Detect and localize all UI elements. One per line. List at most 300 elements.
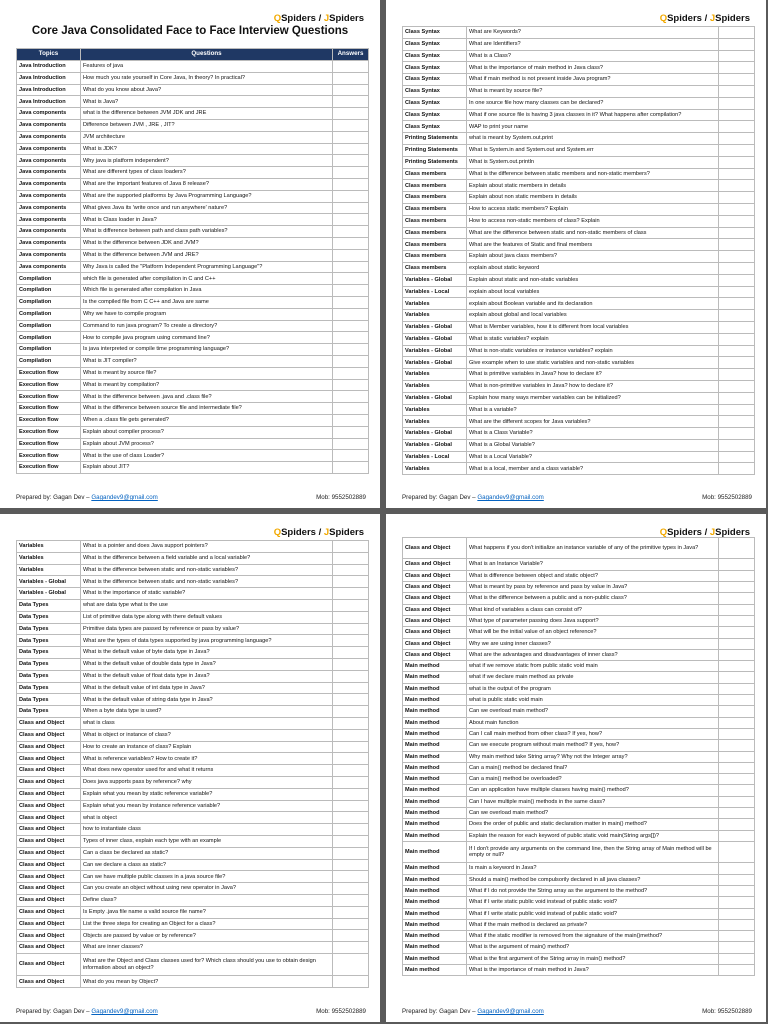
question-cell: Can we overload main method? bbox=[467, 808, 719, 819]
question-cell: What is the use of class Loader? bbox=[81, 450, 333, 462]
answer-cell bbox=[719, 380, 755, 392]
topic-cell: Java components bbox=[17, 143, 81, 155]
question-cell: What kind of variables a class can consist of? bbox=[467, 604, 719, 615]
answer-cell bbox=[719, 661, 755, 672]
question-cell: Can we have multiple public classes in a java source file? bbox=[81, 871, 333, 883]
topic-cell: Main method bbox=[403, 897, 467, 908]
answer-cell bbox=[333, 61, 369, 73]
table-row bbox=[17, 72, 369, 84]
question-cell: What if the main method is declared as private? bbox=[467, 919, 719, 930]
topic-cell: Class and Object bbox=[403, 604, 467, 615]
answer-cell bbox=[719, 582, 755, 593]
topic-cell: Class members bbox=[403, 203, 467, 215]
answer-cell bbox=[719, 321, 755, 333]
question-cell: What are inner classes? bbox=[81, 942, 333, 954]
email-link[interactable]: Gagandev9@gmail.com bbox=[91, 494, 158, 501]
answer-cell bbox=[333, 706, 369, 718]
topic-cell: Java components bbox=[17, 214, 81, 226]
topic-cell: Variables bbox=[403, 310, 467, 322]
table-row bbox=[403, 428, 755, 440]
topic-cell: Main method bbox=[403, 885, 467, 896]
question-cell: What is System.in and System.out and System.err bbox=[467, 144, 719, 156]
table-row bbox=[17, 800, 369, 812]
answer-cell bbox=[719, 333, 755, 345]
table-row bbox=[403, 27, 755, 39]
answer-cell bbox=[719, 672, 755, 683]
answer-cell bbox=[719, 695, 755, 706]
answer-cell bbox=[333, 871, 369, 883]
answer-cell bbox=[333, 96, 369, 108]
table-row bbox=[17, 344, 369, 356]
answer-cell bbox=[719, 538, 755, 559]
answer-cell bbox=[719, 215, 755, 227]
topic-cell: Class and Object bbox=[17, 824, 81, 836]
topic-cell: Class and Object bbox=[17, 847, 81, 859]
answer-cell bbox=[719, 451, 755, 463]
answer-cell bbox=[719, 203, 755, 215]
table-row bbox=[403, 570, 755, 581]
table-row bbox=[17, 729, 369, 741]
question-cell: If I don't provide any arguments on the command line, then the String array of Main method will be empty or null? bbox=[467, 841, 719, 862]
topic-cell: Class Syntax bbox=[403, 121, 467, 133]
topic-cell: Data Types bbox=[17, 611, 81, 623]
question-cell: What is a Class Variable? bbox=[467, 428, 719, 440]
table-row bbox=[403, 728, 755, 739]
question-cell: What is a variable? bbox=[467, 404, 719, 416]
table-row bbox=[17, 379, 369, 391]
question-cell: Explain how many ways member variables can be initialized? bbox=[467, 392, 719, 404]
topic-cell: Variables - Global bbox=[403, 439, 467, 451]
question-cell: What is meant by source file? bbox=[467, 85, 719, 97]
topic-cell: Data Types bbox=[17, 599, 81, 611]
table-row bbox=[403, 97, 755, 109]
answer-cell bbox=[719, 121, 755, 133]
topic-cell: Main method bbox=[403, 965, 467, 976]
answer-cell bbox=[333, 450, 369, 462]
answer-cell bbox=[333, 847, 369, 859]
table-row bbox=[17, 871, 369, 883]
answer-cell bbox=[719, 740, 755, 751]
question-cell: What gives Java its 'write once and run anywhere' nature? bbox=[81, 202, 333, 214]
question-cell: Why main method take String array? Why not the Integer array? bbox=[467, 751, 719, 762]
table-row bbox=[17, 355, 369, 367]
table-row bbox=[17, 894, 369, 906]
answer-cell bbox=[333, 623, 369, 635]
question-cell: When a .class file gets generated? bbox=[81, 414, 333, 426]
topic-cell: Execution flow bbox=[17, 403, 81, 415]
topic-cell: Data Types bbox=[17, 706, 81, 718]
topic-cell: Data Types bbox=[17, 647, 81, 659]
question-cell: List the three steps for creating an Object for a class? bbox=[81, 918, 333, 930]
table-row bbox=[403, 451, 755, 463]
answer-cell bbox=[719, 615, 755, 626]
topic-cell: Class and Object bbox=[17, 835, 81, 847]
question-cell: Explain what you mean by instance reference variable? bbox=[81, 800, 333, 812]
table-row bbox=[403, 919, 755, 930]
question-cell: What is Java? bbox=[81, 96, 333, 108]
question-cell: What are Identifiers? bbox=[467, 38, 719, 50]
question-cell: Can a class be declared as static? bbox=[81, 847, 333, 859]
answer-cell bbox=[333, 214, 369, 226]
question-cell: What is the difference between source file and intermediate file? bbox=[81, 403, 333, 415]
table-row bbox=[403, 85, 755, 97]
topic-cell: Class and Object bbox=[17, 776, 81, 788]
table-row bbox=[403, 168, 755, 180]
topic-cell: Main method bbox=[403, 908, 467, 919]
question-cell: What is the importance of main method in Java class? bbox=[467, 62, 719, 74]
answer-cell bbox=[333, 119, 369, 131]
topic-cell: Execution flow bbox=[17, 426, 81, 438]
topic-cell: Variables bbox=[17, 541, 81, 553]
answer-cell bbox=[719, 97, 755, 109]
table-row bbox=[17, 635, 369, 647]
question-cell: What is the difference between a public and a non-public class? bbox=[467, 593, 719, 604]
answer-cell bbox=[333, 414, 369, 426]
question-cell: WAP to print your name bbox=[467, 121, 719, 133]
answer-cell bbox=[719, 357, 755, 369]
table-row bbox=[17, 96, 369, 108]
topic-cell: Class Syntax bbox=[403, 62, 467, 74]
topic-cell: Class and Object bbox=[17, 953, 81, 975]
answer-cell bbox=[333, 108, 369, 120]
topic-cell: Class Syntax bbox=[403, 85, 467, 97]
question-cell: What is the default value of int data type in Java? bbox=[81, 682, 333, 694]
topic-cell: Class and Object bbox=[17, 976, 81, 988]
table-row bbox=[403, 762, 755, 773]
question-cell: which file is generated after compilation in C and C++ bbox=[81, 273, 333, 285]
topic-cell: Class and Object bbox=[403, 649, 467, 660]
prepared-by: Prepared by: Gagan Dev – Gagandev9@gmail.com bbox=[402, 494, 544, 501]
topic-cell: Main method bbox=[403, 919, 467, 930]
table-row bbox=[17, 155, 369, 167]
table-row bbox=[17, 564, 369, 576]
topic-cell: Class and Object bbox=[17, 918, 81, 930]
question-cell: What is Member variables, how it is different from local variables bbox=[467, 321, 719, 333]
table-row bbox=[17, 249, 369, 261]
table-row bbox=[403, 740, 755, 751]
question-cell: Why we have to compile program bbox=[81, 308, 333, 320]
question-cell: Why we are using inner classes? bbox=[467, 638, 719, 649]
email-link[interactable]: Gagandev9@gmail.com bbox=[477, 494, 544, 501]
question-cell: How to access non-static members of class? Explain bbox=[467, 215, 719, 227]
topic-cell: Data Types bbox=[17, 658, 81, 670]
answer-cell bbox=[333, 694, 369, 706]
table-row bbox=[403, 144, 755, 156]
topic-cell: Class and Object bbox=[403, 538, 467, 559]
topic-cell: Execution flow bbox=[17, 438, 81, 450]
topic-cell: Java components bbox=[17, 237, 81, 249]
answer-cell bbox=[719, 27, 755, 39]
question-cell: List of primitive data type along with there default values bbox=[81, 611, 333, 623]
answer-cell bbox=[719, 62, 755, 74]
table-row bbox=[17, 438, 369, 450]
answer-cell bbox=[333, 131, 369, 143]
question-cell: What is the difference between JDK and JVM? bbox=[81, 237, 333, 249]
email-link[interactable]: Gagandev9@gmail.com bbox=[91, 1008, 158, 1015]
header-answers: Answers bbox=[333, 49, 369, 61]
topic-cell: Class and Object bbox=[403, 593, 467, 604]
table-row bbox=[403, 593, 755, 604]
answer-cell bbox=[333, 285, 369, 297]
topic-cell: Variables bbox=[17, 552, 81, 564]
topic-cell: Main method bbox=[403, 953, 467, 964]
question-cell: what are data type what is the use bbox=[81, 599, 333, 611]
topic-cell: Main method bbox=[403, 717, 467, 728]
topic-cell: Data Types bbox=[17, 635, 81, 647]
answer-cell bbox=[719, 627, 755, 638]
table-row bbox=[17, 273, 369, 285]
answer-cell bbox=[719, 593, 755, 604]
document-title: Core Java Consolidated Face to Face Interview Questions bbox=[31, 25, 349, 37]
answer-cell bbox=[333, 918, 369, 930]
answer-cell bbox=[719, 638, 755, 649]
question-cell: What if I write static public void instead of public static void? bbox=[467, 908, 719, 919]
question-cell: Can an application have multiple classes having main() method? bbox=[467, 785, 719, 796]
answer-cell bbox=[719, 109, 755, 121]
table-row bbox=[403, 369, 755, 381]
question-cell: Explain what you mean by static reference variable? bbox=[81, 788, 333, 800]
table-row bbox=[403, 298, 755, 310]
topic-cell: Data Types bbox=[17, 623, 81, 635]
table-row bbox=[17, 552, 369, 564]
topic-cell: Java components bbox=[17, 190, 81, 202]
table-row bbox=[17, 320, 369, 332]
question-cell: Explain about JIT? bbox=[81, 462, 333, 474]
table-row bbox=[17, 462, 369, 474]
topic-cell: Execution flow bbox=[17, 367, 81, 379]
topic-cell: Java components bbox=[17, 167, 81, 179]
answer-cell bbox=[719, 392, 755, 404]
table-row bbox=[17, 753, 369, 765]
answer-cell bbox=[333, 426, 369, 438]
answer-cell bbox=[333, 611, 369, 623]
answer-cell bbox=[333, 942, 369, 954]
answer-cell bbox=[719, 751, 755, 762]
question-cell: What are different types of class loaders? bbox=[81, 167, 333, 179]
topic-cell: Class Syntax bbox=[403, 97, 467, 109]
table-row bbox=[17, 190, 369, 202]
answer-cell bbox=[333, 308, 369, 320]
table-row bbox=[403, 404, 755, 416]
question-cell: What happens if you don't initialize an instance variable of any of the primitive types in Java? bbox=[467, 538, 719, 559]
answer-cell bbox=[333, 776, 369, 788]
topic-cell: Class members bbox=[403, 251, 467, 263]
answer-cell bbox=[719, 559, 755, 570]
answer-cell bbox=[333, 588, 369, 600]
topic-cell: Variables - Local bbox=[403, 286, 467, 298]
answer-cell bbox=[719, 74, 755, 86]
topic-cell: Main method bbox=[403, 841, 467, 862]
answer-cell bbox=[333, 379, 369, 391]
answer-cell bbox=[719, 785, 755, 796]
answer-cell bbox=[719, 863, 755, 874]
table-row bbox=[17, 576, 369, 588]
answer-cell bbox=[333, 564, 369, 576]
table-row bbox=[403, 38, 755, 50]
topic-cell: Java Introduction bbox=[17, 84, 81, 96]
table-row bbox=[403, 286, 755, 298]
topic-cell: Compilation bbox=[17, 344, 81, 356]
answer-cell bbox=[333, 202, 369, 214]
brand-logo: QSpiders / JSpiders bbox=[659, 527, 750, 538]
table-row bbox=[17, 599, 369, 611]
table-row bbox=[403, 717, 755, 728]
answer-cell bbox=[333, 249, 369, 261]
table-row bbox=[403, 180, 755, 192]
table-row bbox=[403, 380, 755, 392]
table-row bbox=[403, 582, 755, 593]
question-table bbox=[16, 540, 369, 988]
answer-cell bbox=[719, 841, 755, 862]
topic-cell: Class and Object bbox=[17, 788, 81, 800]
table-row bbox=[17, 942, 369, 954]
table-row bbox=[403, 627, 755, 638]
question-cell: What will be the initial value of an object reference? bbox=[467, 627, 719, 638]
question-cell: explain about local variables bbox=[467, 286, 719, 298]
answer-cell bbox=[333, 835, 369, 847]
answer-cell bbox=[719, 774, 755, 785]
question-cell: What are the features of Static and final members bbox=[467, 239, 719, 251]
table-row bbox=[403, 808, 755, 819]
answer-cell bbox=[719, 156, 755, 168]
table-row bbox=[403, 156, 755, 168]
topic-cell: Java components bbox=[17, 226, 81, 238]
answer-cell bbox=[333, 682, 369, 694]
answer-cell bbox=[719, 239, 755, 251]
answer-cell bbox=[719, 942, 755, 953]
question-cell: what is public static void main bbox=[467, 695, 719, 706]
answer-cell bbox=[333, 599, 369, 611]
answer-cell bbox=[333, 391, 369, 403]
table-row bbox=[403, 751, 755, 762]
email-link[interactable]: Gagandev9@gmail.com bbox=[477, 1008, 544, 1015]
answer-cell bbox=[333, 143, 369, 155]
question-table bbox=[16, 48, 369, 474]
topic-cell: Class and Object bbox=[17, 871, 81, 883]
table-row bbox=[17, 167, 369, 179]
answer-cell bbox=[333, 741, 369, 753]
topic-cell: Main method bbox=[403, 819, 467, 830]
topic-cell: Variables - Global bbox=[403, 333, 467, 345]
topic-cell: Class and Object bbox=[403, 559, 467, 570]
topic-cell: Variables bbox=[403, 416, 467, 428]
topic-cell: Class members bbox=[403, 239, 467, 251]
table-row bbox=[403, 649, 755, 660]
topic-cell: Execution flow bbox=[17, 391, 81, 403]
topic-cell: Main method bbox=[403, 830, 467, 841]
answer-cell bbox=[719, 819, 755, 830]
answer-cell bbox=[719, 227, 755, 239]
topic-cell: Class and Object bbox=[17, 812, 81, 824]
question-cell: What is the difference between static and non-static variables? bbox=[81, 576, 333, 588]
answer-cell bbox=[719, 168, 755, 180]
answer-cell bbox=[333, 670, 369, 682]
table-row bbox=[403, 774, 755, 785]
table-row bbox=[17, 214, 369, 226]
topic-cell: Class Syntax bbox=[403, 27, 467, 39]
table-row bbox=[17, 226, 369, 238]
table-row bbox=[403, 931, 755, 942]
header-topics: Topics bbox=[17, 49, 81, 61]
question-cell: What is non-static variables or instance variables? explain bbox=[467, 345, 719, 357]
topic-cell: Class and Object bbox=[403, 638, 467, 649]
topic-cell: Java components bbox=[17, 261, 81, 273]
topic-cell: Compilation bbox=[17, 355, 81, 367]
table-row bbox=[403, 796, 755, 807]
question-cell: What do you know about Java? bbox=[81, 84, 333, 96]
question-cell: About main function bbox=[467, 717, 719, 728]
answer-cell bbox=[333, 717, 369, 729]
topic-cell: Printing Statements bbox=[403, 144, 467, 156]
table-row bbox=[403, 251, 755, 263]
answer-cell bbox=[333, 190, 369, 202]
answer-cell bbox=[333, 647, 369, 659]
table-row bbox=[17, 403, 369, 415]
table-row bbox=[403, 50, 755, 62]
answer-cell bbox=[719, 919, 755, 930]
topic-cell: Data Types bbox=[17, 670, 81, 682]
answer-cell bbox=[333, 906, 369, 918]
question-cell: How to create an instance of class? Explain bbox=[81, 741, 333, 753]
answer-cell bbox=[333, 237, 369, 249]
table-row bbox=[17, 741, 369, 753]
prepared-by: Prepared by: Gagan Dev – Gagandev9@gmail.com bbox=[402, 1008, 544, 1015]
topic-cell: Class members bbox=[403, 215, 467, 227]
answer-cell bbox=[333, 788, 369, 800]
answer-cell bbox=[719, 369, 755, 381]
answer-cell bbox=[719, 274, 755, 286]
table-row bbox=[403, 908, 755, 919]
answer-cell bbox=[719, 428, 755, 440]
question-cell: What is a local, member and a class variable? bbox=[467, 463, 719, 475]
table-row bbox=[17, 906, 369, 918]
table-row bbox=[403, 333, 755, 345]
question-cell: What is a pointer and does Java support pointers? bbox=[81, 541, 333, 553]
table-row bbox=[17, 119, 369, 131]
topic-cell: Variables bbox=[403, 380, 467, 392]
topic-cell: Main method bbox=[403, 672, 467, 683]
answer-cell bbox=[333, 859, 369, 871]
topic-cell: Execution flow bbox=[17, 379, 81, 391]
topic-cell: Variables - Global bbox=[403, 274, 467, 286]
table-row bbox=[17, 131, 369, 143]
table-row bbox=[17, 859, 369, 871]
answer-cell bbox=[719, 310, 755, 322]
question-cell: What is a Class? bbox=[467, 50, 719, 62]
topic-cell: Compilation bbox=[17, 308, 81, 320]
question-cell: What is primitive variables in Java? how to declare it? bbox=[467, 369, 719, 381]
topic-cell: Java Introduction bbox=[17, 72, 81, 84]
topic-cell: Main method bbox=[403, 931, 467, 942]
topic-cell: Variables - Global bbox=[403, 345, 467, 357]
table-row bbox=[17, 682, 369, 694]
mobile-number: Mob: 9552502889 bbox=[702, 494, 752, 501]
question-cell: What is difference between path and class path variables? bbox=[81, 226, 333, 238]
question-cell: What is System.out.println bbox=[467, 156, 719, 168]
question-cell: Features of java bbox=[81, 61, 333, 73]
question-cell: Does java supports pass by reference? why bbox=[81, 776, 333, 788]
answer-cell bbox=[719, 133, 755, 145]
question-cell: What is meant by compilation? bbox=[81, 379, 333, 391]
table-row bbox=[17, 788, 369, 800]
table-row bbox=[403, 215, 755, 227]
question-cell: Can I have multiple main() methods in the same class? bbox=[467, 796, 719, 807]
table-row bbox=[403, 695, 755, 706]
answer-cell bbox=[719, 251, 755, 263]
question-cell: Is Empty .java file name a valid source file name? bbox=[81, 906, 333, 918]
topic-cell: Variables - Global bbox=[403, 392, 467, 404]
table-row bbox=[17, 706, 369, 718]
